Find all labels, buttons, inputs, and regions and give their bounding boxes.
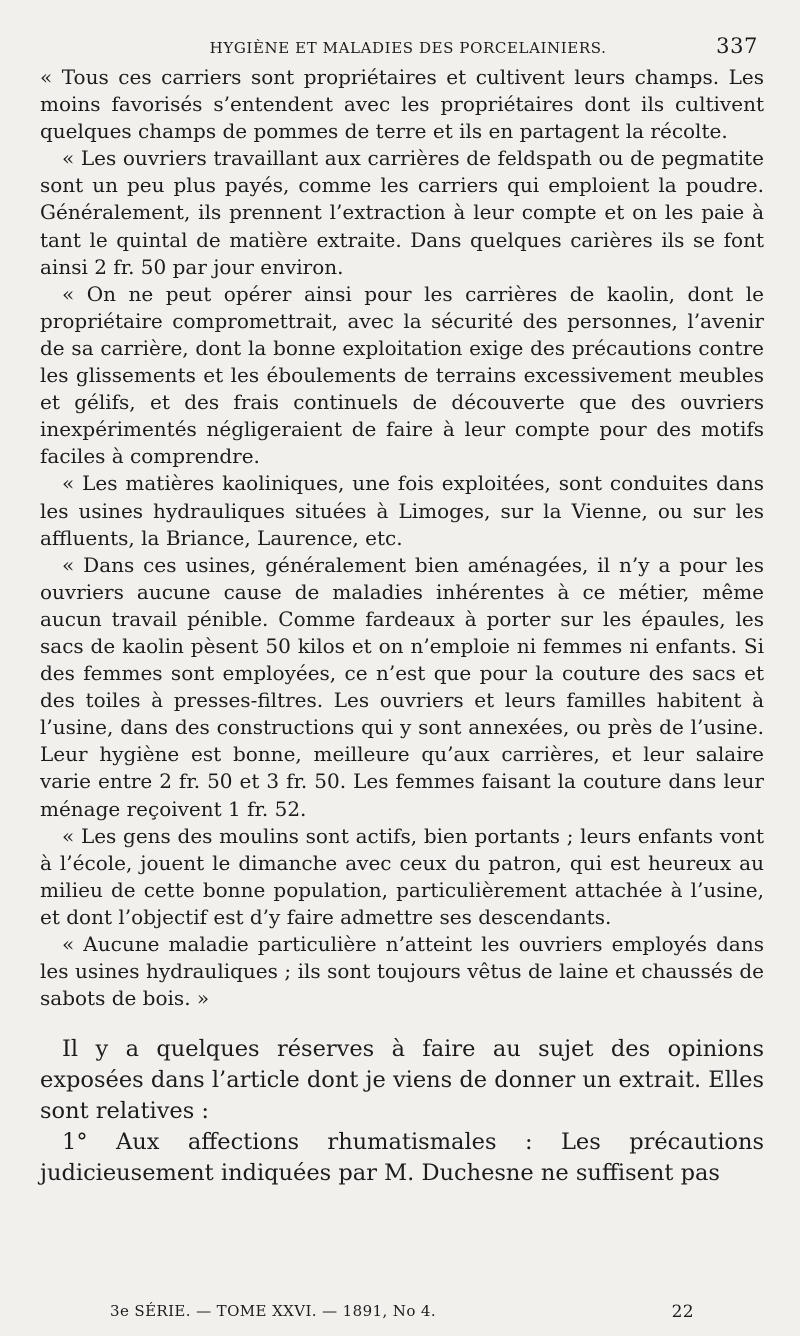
author-text [40, 1034, 764, 1189]
paragraph: Il y a quelques réserves à faire au sujet des opinions exposées dans l’article dont je viens de donner un extrait. Elles sont relatives : [40, 1036, 764, 1125]
page-footer [40, 1302, 764, 1322]
series-signature: 3e SÉRIE. — TOME XXVI. — 1891, No 4. [110, 1302, 437, 1320]
paragraph: « Les ouvriers travaillant aux carrières de feldspath ou de pegmatite sont un peu plus payés, comme les carriers qui emploient la poudre. Généralement, ils prennent l’extraction à leur compte et on les paie à tant le quintal de matière extraite. Dans quelques carières ils se font ainsi 2 fr. 50 par jour environ. [40, 146, 764, 279]
quoted-text [40, 64, 764, 1012]
paragraph: « Les matières kaoliniques, une fois exploitées, sont conduites dans les usines hydrauliques situées à Limoges, sur la Vienne, ou sur les affluents, la Briance, Laurence, etc. [40, 471, 764, 550]
page-number: 337 [716, 34, 758, 58]
paragraph: « Aucune maladie particulière n’atteint les ouvriers employés dans les usines hydrauliques ; ils sont toujours vêtus de laine et chaussés de sabots de bois. » [40, 932, 764, 1011]
running-header [40, 34, 764, 64]
paragraph: 1° Aux affections rhumatismales : Les précautions judicieusement indiquées par M. Duchesne ne suffisent pas [40, 1129, 764, 1187]
sheet-number: 22 [671, 1302, 694, 1322]
running-title: HYGIÈNE ET MALADIES DES PORCELAINIERS. [209, 39, 607, 57]
page [40, 34, 764, 1189]
paragraph: « Les gens des moulins sont actifs, bien portants ; leurs enfants vont à l’école, jouent le dimanche avec ceux du patron, qui est heureux au milieu de cette bonne population, particulièrement attachée à l’usine, et dont l’objectif est d’y faire admettre ses descendants. [40, 823, 764, 929]
paragraph: « Tous ces carriers sont propriétaires et cultivent leurs champs. Les moins favorisés s’entendent avec les propriétaires dont ils cultivent quelques champs de pommes de terre et ils en partagent la récolte. [40, 65, 764, 144]
paragraph: « On ne peut opérer ainsi pour les carrières de kaolin, dont le propriétaire compromettrait, avec la sécurité des personnes, l’avenir de sa carrière, dont la bonne exploitation exige des précautions contre les glissements et les éboulements de terrains excessivement meubles et gélifs, et des frais continuels de découverte que des ouvriers inexpérimentés négligeraient de faire à leur compte pour des motifs faciles à comprendre. [40, 281, 764, 469]
paragraph: « Dans ces usines, généralement bien aménagées, il n’y a pour les ouvriers aucune cause de maladies inhérentes à ce métier, même aucun travail pénible. Comme fardeaux à porter sur les épaules, les sacs de kaolin pèsent 50 kilos et on n’emploie ni femmes ni enfants. Si des femmes sont employées, ce n’est que pour la couture des sacs et des toiles à presses-filtres. Les ouvriers et leurs familles habitent à l’usine, dans des constructions qui y sont annexées, ou près de l’usine. Leur hygiène est bonne, meilleure qu’aux carrières, et leur salaire varie entre 2 fr. 50 et 3 fr. 50. Les femmes faisant la couture dans leur ménage reçoivent 1 fr. 52. [40, 552, 764, 821]
